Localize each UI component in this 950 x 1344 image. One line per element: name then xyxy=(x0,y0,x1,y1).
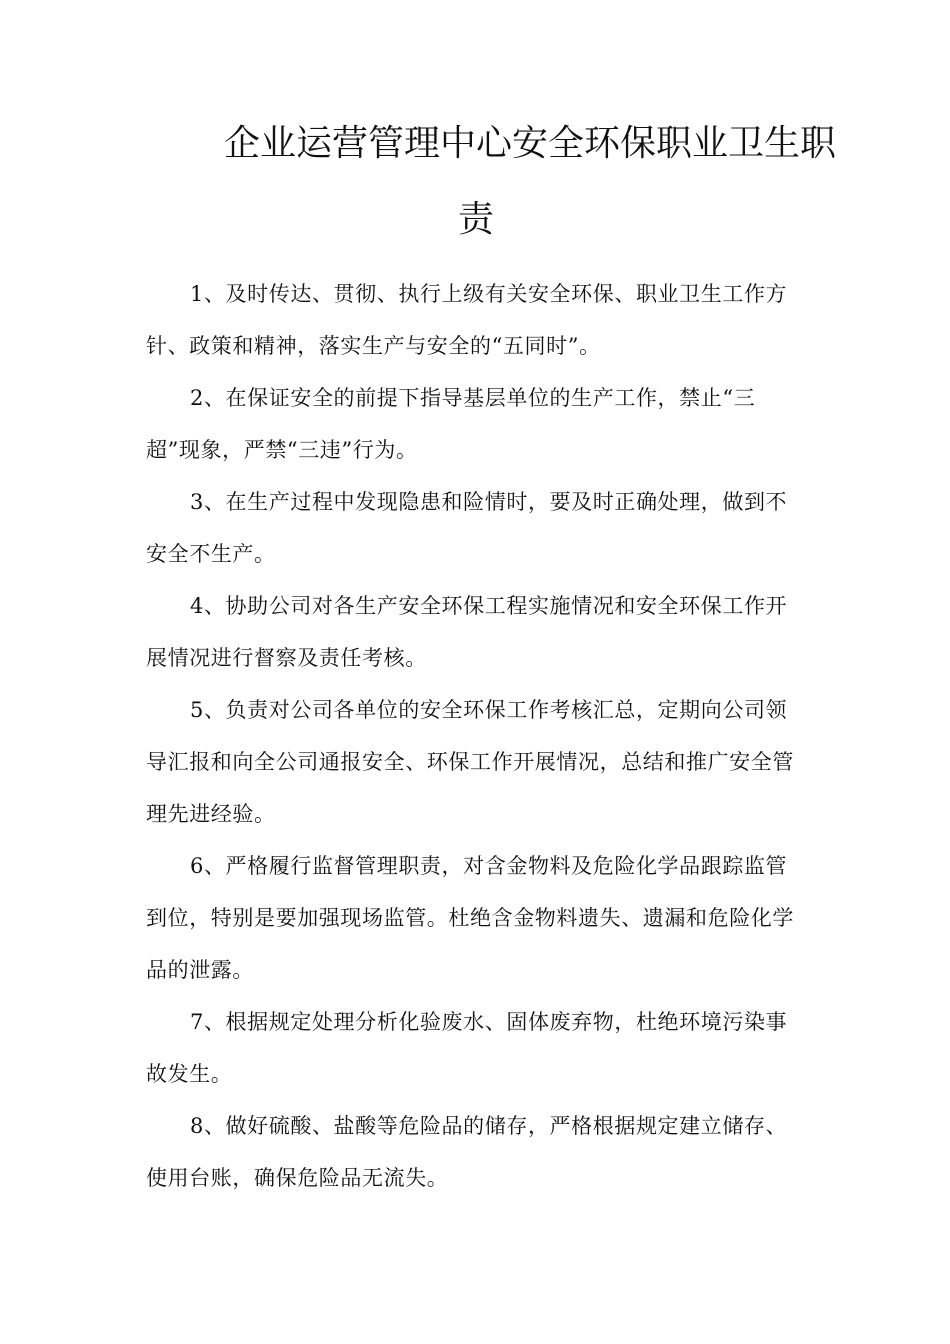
paragraph-1: 1、及时传达、贯彻、执行上级有关安全环保、职业卫生工作方针、政策和精神，落实生产与安全的“五同时”。 xyxy=(146,282,788,358)
paragraph-7: 7、根据规定处理分析化验废水、固体废弃物，杜绝环境污染事故发生。 xyxy=(146,1010,788,1086)
paragraph-4: 4、协助公司对各生产安全环保工程实施情况和安全环保工作开展情况进行督察及责任考核。 xyxy=(146,594,788,670)
paragraph-6: 6、严格履行监督管理职责，对含金物料及危险化学品跟踪监管到位，特别是要加强现场监管。杜绝含金物料遗失、遗漏和危险化学品的泄露。 xyxy=(146,854,794,982)
paragraph-5: 5、负责对公司各单位的安全环保工作考核汇总，定期向公司领导汇报和向全公司通报安全、环保工作开展情况，总结和推广安全管理先进经验。 xyxy=(146,698,794,826)
paragraph-8: 8、做好硫酸、盐酸等危险品的储存，严格根据规定建立储存、使用台账，确保危险品无流失。 xyxy=(146,1114,788,1190)
document-title-line-2: 责 xyxy=(458,199,495,240)
paragraph-3: 3、在生产过程中发现隐患和险情时，要及时正确处理，做到不安全不生产。 xyxy=(146,490,788,566)
paragraph-2: 2、在保证安全的前提下指导基层单位的生产工作，禁止“三超”现象，严禁“三违”行为。 xyxy=(146,386,756,462)
document-title-line-1: 企业运营管理中心安全环保职业卫生职 xyxy=(224,123,837,164)
